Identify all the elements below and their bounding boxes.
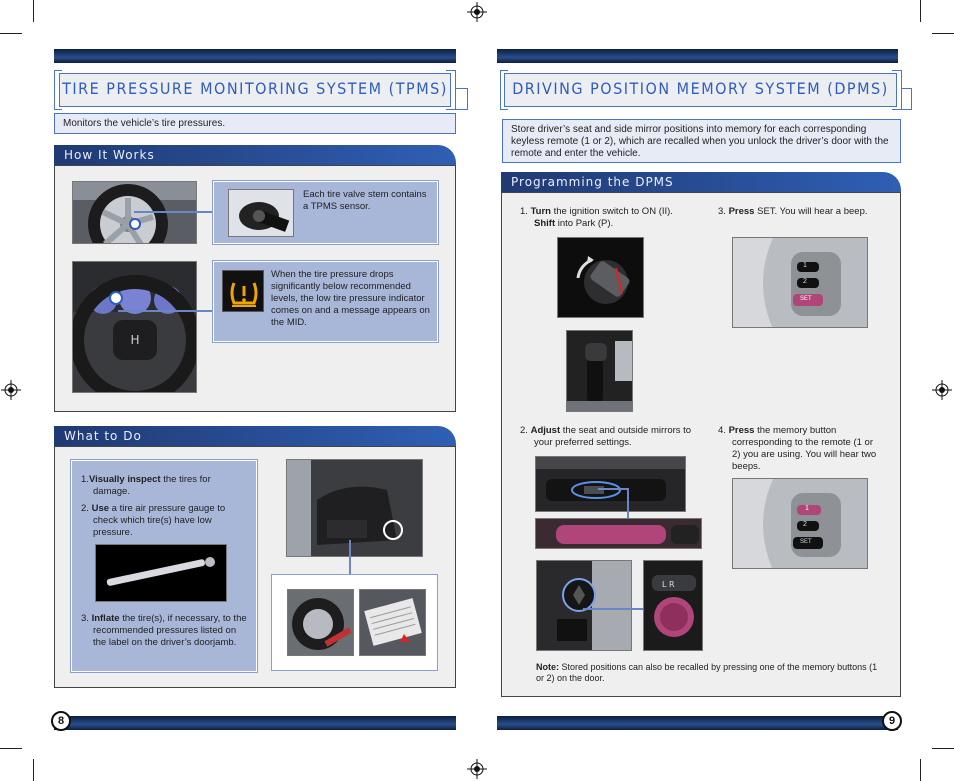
step-text: into Park (P). (555, 218, 614, 229)
right-title-connector (902, 88, 912, 110)
callout-line (583, 608, 643, 610)
dpms-step-1 (520, 206, 685, 230)
left-bottom-bar (54, 716, 456, 730)
left-subtitle: Monitors the vehicle’s tire pressures. (54, 113, 456, 134)
programming-heading: Programming the DPMS (501, 172, 901, 192)
step-number: 4. (718, 425, 726, 436)
callout-line (134, 211, 214, 213)
step-3 (81, 613, 249, 649)
dpms-step-2 (520, 425, 700, 449)
memory-buttons-set-photo (732, 237, 868, 328)
valve-stem-text: Each tire valve stem contains a TPMS sensor. (303, 189, 427, 212)
callout-line (598, 488, 628, 490)
crop-mark (33, 759, 34, 781)
step-number: 3. (718, 206, 726, 217)
step-action: Press (728, 206, 755, 217)
seat-adjust-photo (535, 456, 686, 512)
step-action: Press (728, 425, 755, 436)
registration-mark-icon (467, 2, 487, 22)
crop-mark (33, 0, 34, 22)
note-label: Note: (536, 662, 559, 672)
step-2 (81, 503, 249, 539)
svg-text:L R: L R (662, 580, 675, 589)
crop-mark (920, 0, 921, 22)
memory-button-1-label: 1 (803, 262, 807, 269)
dpms-note (536, 662, 881, 684)
low-tire-pressure-indicator-icon (222, 270, 264, 312)
crop-mark (932, 33, 954, 34)
callout-line (118, 310, 214, 312)
registration-mark-icon (932, 380, 952, 400)
registration-mark-icon (1, 380, 21, 400)
page-number: 9 (882, 711, 902, 731)
step-text: SET. You will hear a beep. (754, 206, 868, 217)
step-number: 3. (81, 613, 89, 624)
driver-door-seat-photo (286, 459, 423, 557)
right-subtitle: Store driver’s seat and side mirror positions into memory for each corresponding keyless remote (1 or 2), which are recalled when you unlock the driver’s door with the remote and enter the vehicle. (502, 119, 901, 163)
memory-button-press-photo (732, 478, 868, 569)
step-number: 2. (81, 503, 89, 514)
right-top-bar (497, 49, 898, 63)
page-title: DRIVING POSITION MEMORY SYSTEM (DPMS) (512, 79, 889, 98)
how-it-works-heading: How It Works (54, 145, 456, 165)
callout-line (627, 488, 629, 518)
mirror-selector-photo (643, 560, 703, 651)
ignition-switch-photo (557, 237, 644, 318)
note-text: Stored positions can also be recalled by pressing one of the memory buttons (1 or 2) on the door. (536, 662, 878, 683)
what-to-do-heading: What to Do (54, 426, 456, 446)
step-action: Shift (534, 218, 556, 229)
right-title-box (504, 73, 897, 107)
valve-stem-photo (228, 189, 294, 237)
crop-mark (920, 759, 921, 781)
set-button-label: SET (800, 539, 812, 545)
left-title-connector (456, 88, 468, 110)
tire-inflate-photo (287, 589, 354, 656)
step-action: Inflate (91, 613, 120, 624)
page-title: TIRE PRESSURE MONITORING SYSTEM (TPMS) (62, 79, 448, 98)
memory-button-2-label: 2 (803, 521, 807, 528)
memory-button-2-label: 2 (803, 278, 807, 285)
step-number: 1. (81, 474, 89, 485)
memory-button-1-label: 1 (805, 505, 809, 512)
registration-mark-icon (467, 759, 487, 779)
step-action: Visually inspect (88, 474, 161, 485)
dpms-step-3 (718, 206, 893, 218)
mirror-control-photo (536, 560, 632, 651)
shift-lever-photo (566, 330, 633, 412)
left-top-bar (54, 49, 456, 63)
step-action: Turn (530, 206, 551, 217)
crop-mark (0, 748, 22, 749)
left-title-box (59, 73, 451, 107)
crop-mark (932, 748, 954, 749)
step-number: 1. (520, 206, 528, 217)
step-action: Adjust (530, 425, 561, 436)
tire-pressure-label-photo (359, 589, 426, 656)
step-text: the tires for damage. (93, 474, 211, 497)
step-text: the seat and outside mirrors to your preferred settings. (534, 425, 692, 448)
callout-line (349, 540, 351, 574)
set-button-label: SET (800, 296, 812, 302)
steering-wheel-photo (72, 261, 197, 393)
tire-pressure-gauge-photo (95, 544, 227, 602)
step-text: the memory button corresponding to the remote (1 or 2) you are using. You will hear two beeps. (732, 425, 877, 472)
step-1 (81, 474, 249, 498)
step-number: 2. (520, 425, 528, 436)
right-bottom-bar (497, 716, 898, 730)
step-text: a tire air pressure gauge to check which tire(s) have low pressure. (93, 503, 226, 538)
step-text: the tire(s), if necessary, to the recommended pressures listed on the label on the driver’s doorjamb. (93, 613, 247, 648)
svg-text:H: H (130, 333, 140, 347)
step-action: Use (91, 503, 110, 514)
step-text: the ignition switch to ON (II). (550, 206, 673, 217)
tpms-indicator-text: When the tire pressure drops significantly below recommended levels, the low tire pressure indicator comes on and a message appears on the MID. (271, 269, 430, 328)
crop-mark (0, 33, 22, 34)
seat-switch-closeup-photo (535, 518, 702, 549)
page-number: 8 (51, 711, 71, 731)
dpms-step-4 (718, 425, 878, 473)
